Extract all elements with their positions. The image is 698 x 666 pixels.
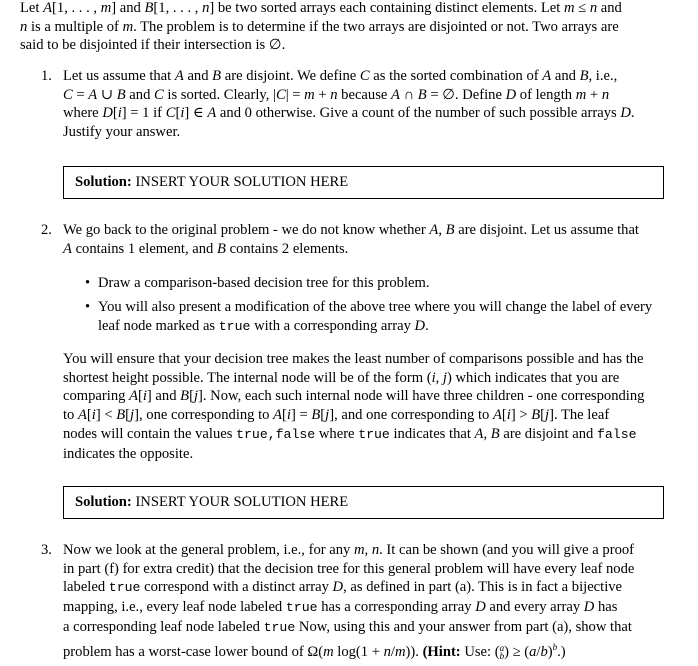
q3-line-3: labeled true correspond with a distinct array D, as defined in part (a). This is in fact a bijective [63, 579, 623, 596]
q3-line-4: mapping, i.e., every leaf node labeled true has a corresponding array D and every array D has [63, 599, 618, 616]
q2-line-2: A contains 1 element, and B contains 2 elements. [63, 240, 349, 257]
solution-placeholder: INSERT YOUR SOLUTION HERE [135, 174, 349, 190]
q2-para-line-5: nodes will contain the values true,false where true indicates that A, B are disjoint and false [63, 425, 637, 442]
q2-instructions [63, 350, 665, 463]
q1-line-1: Let us assume that A and B are disjoint. We define C as the sorted combination of A and B, i.e., [63, 68, 618, 84]
q2-para-line-4: to A[i] < B[j], one corresponding to A[i] = B[j], and one corresponding to A[i] > B[j]. The leaf [63, 407, 610, 424]
solution-label: Solution: [75, 174, 132, 190]
solution-label: Solution: [75, 494, 132, 510]
q3-line-2: in part (f) for extra credit) that the decision tree for this general problem will have every leaf node [63, 560, 635, 577]
q2-para-line-2: shortest height possible. The internal node will be of the form (i, j) which indicates that you are [63, 369, 620, 386]
bullet-item [63, 274, 665, 293]
bullet-item [63, 298, 665, 336]
q1-line-4: Justify your answer. [63, 124, 181, 141]
question-3 [41, 541, 665, 661]
q3-line-1: Now we look at the general problem, i.e., for any m, n. It can be shown (and you will give a proof [63, 542, 635, 558]
intro-line-1: Let A[1, . . . , m] and B[1, . . . , n] be two sorted arrays each containing distinct elements. Let m ≤ n and [20, 0, 622, 16]
q3-line-5: a corresponding leaf node labeled true Now, using this and your answer from part (a), show that [63, 618, 632, 635]
bullet-text: You will also present a modification of the above tree where you will change the label of every [98, 299, 653, 315]
bullet-text: Draw a comparison-based decision tree for this problem. [98, 275, 430, 291]
solution-placeholder: INSERT YOUR SOLUTION HERE [135, 494, 349, 510]
q2-para-line-3: comparing A[i] and B[j]. Now, each such internal node will have three children - one corresponding [63, 388, 645, 405]
question-number: 3. [41, 542, 52, 558]
question-number: 2. [41, 222, 52, 238]
question-1 [41, 67, 665, 142]
intro-line-2: n is a multiple of m. The problem is to determine if the two arrays are disjointed or not. Two arrays are [20, 18, 619, 35]
q2-para-line-1: You will ensure that your decision tree makes the least number of comparisons possible and has the [63, 351, 644, 367]
question-number: 1. [41, 68, 52, 84]
q1-line-2: C = A ∪ B and C is sorted. Clearly, |C| = m + n because A ∩ B = ∅. Define D of length m + n [63, 86, 610, 103]
solution-box-1[interactable] [63, 166, 664, 199]
bullet-icon: • [85, 275, 91, 291]
bullet-icon: • [85, 299, 91, 315]
q3-line-6: problem has a worst-case lower bound of Ω(m log(1 + n/m)). (Hint: Use: (a $b) \ge (a/b)^b$.) [63, 641, 566, 662]
solution-box-2[interactable] [63, 486, 664, 519]
q2-para-line-6: indicates the opposite. [63, 445, 194, 462]
bullet-text-line-2: leaf node marked as true with a corresponding array D. [98, 317, 429, 334]
q1-line-3: where D[i] = 1 if C[i] ∈ A and 0 otherwise. Give a count of the number of such possible arrays D. [63, 105, 635, 122]
question-2 [41, 221, 665, 258]
intro-paragraph [20, 0, 670, 55]
q2-line-1: We go back to the original problem - we do not know whether A, B are disjoint. Let us assume that [63, 222, 639, 238]
intro-line-3: said to be disjointed if their intersection is ∅. [20, 37, 286, 54]
